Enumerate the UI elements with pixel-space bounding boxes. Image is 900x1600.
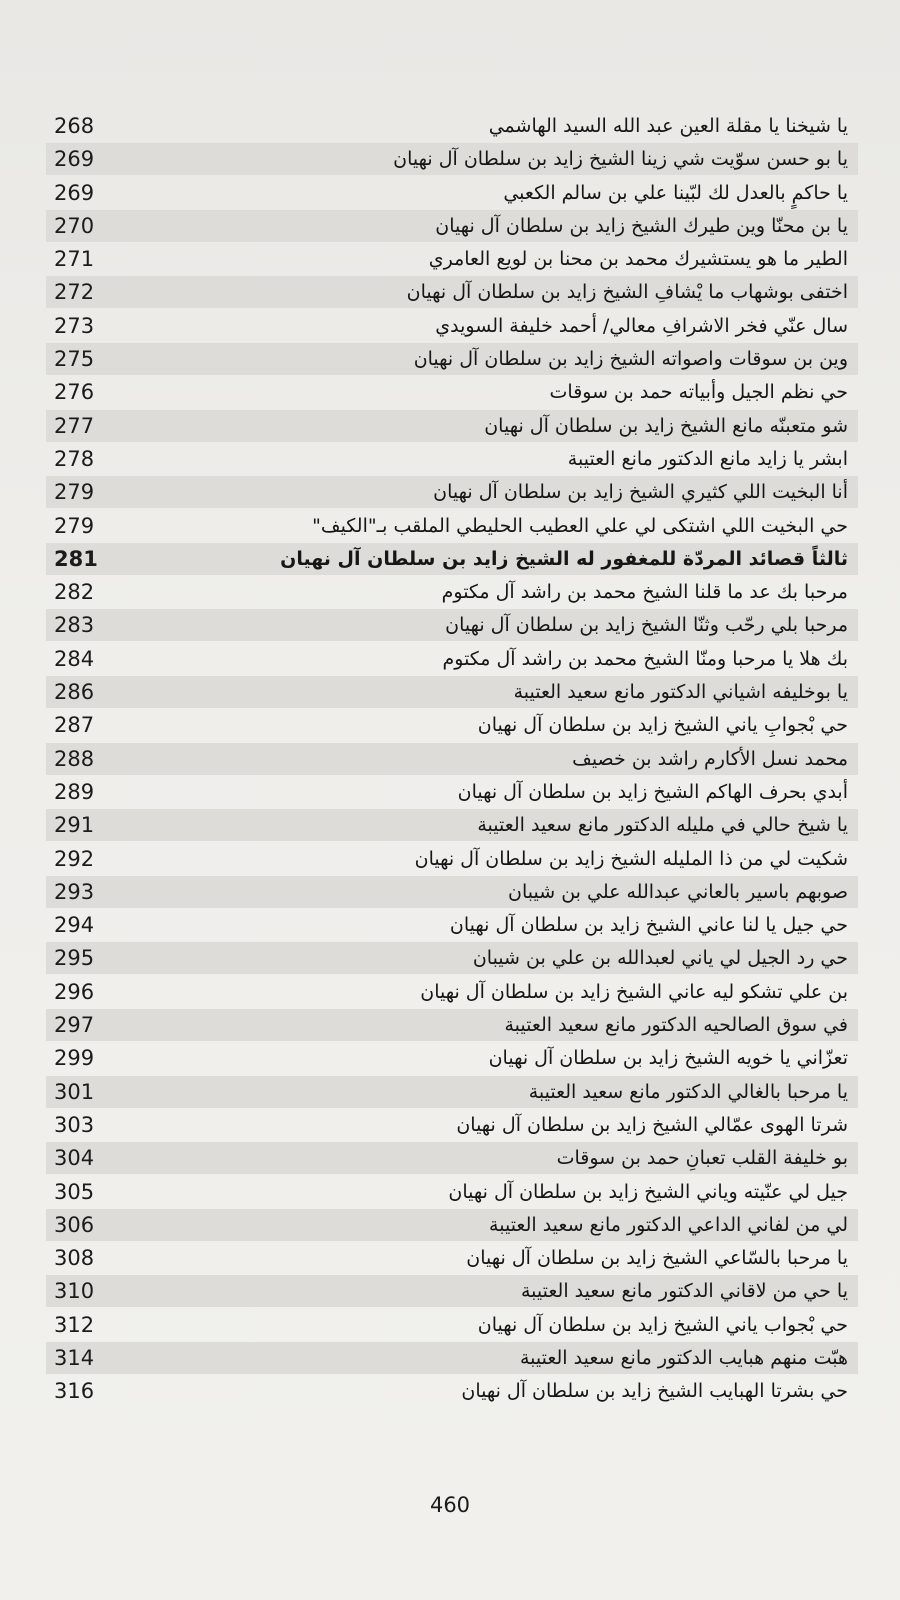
- toc-title: لي من لفاني الداعي الدكتور مانع سعيد العتيبة: [489, 1213, 848, 1236]
- toc-entry: [46, 143, 858, 175]
- toc-title: محمد نسل الأكارم راشد بن خصيف: [572, 747, 848, 770]
- toc-page-number: 291: [54, 813, 95, 838]
- toc-page-number: 304: [54, 1146, 95, 1171]
- toc-page-number: 308: [54, 1246, 95, 1271]
- toc-entry: [46, 576, 858, 608]
- toc-title: هبّت منهم هبايب الدكتور مانع سعيد العتيبة: [519, 1346, 848, 1369]
- toc-page-number: 284: [54, 646, 95, 671]
- toc-page-number: 270: [54, 213, 95, 238]
- toc-page-number: 272: [54, 280, 95, 305]
- toc-entry: [46, 1042, 858, 1074]
- toc-page-number: 286: [54, 680, 95, 705]
- toc-entry: [46, 410, 858, 442]
- toc-page-number: 282: [54, 580, 95, 605]
- toc-title: يا بوخليفه اشياني الدكتور مانع سعيد العتيبة: [513, 681, 848, 704]
- toc-page-number: 275: [54, 347, 95, 372]
- toc-title: يا بو حسن سوّيت شي زينا الشيخ زايد بن سلطان آل نهيان: [393, 148, 848, 171]
- toc-title: أنا البخيت اللي كثيري الشيخ زايد بن سلطان آل نهيان: [433, 481, 848, 504]
- toc-title: يا شيخ حالي في مليله الدكتور مانع سعيد العتيبة: [477, 814, 848, 837]
- page-number: 460: [429, 1493, 471, 1517]
- toc-title: أبدي بحرف الهاكم الشيخ زايد بن سلطان آل نهيان: [457, 780, 848, 803]
- toc-page-number: 301: [54, 1079, 95, 1104]
- toc-title: حي رد الجيل لي ياني لعبدالله بن علي بن شيبان: [472, 947, 848, 970]
- toc-page-number: 312: [54, 1312, 95, 1337]
- toc-title: مرحبا بك عد ما قلنا الشيخ محمد بن راشد آل مكتوم: [441, 581, 848, 604]
- toc-page-number: 293: [54, 879, 95, 904]
- toc-title: جيل لي عنّيته وياني الشيخ زايد بن سلطان آل نهيان: [448, 1180, 848, 1203]
- toc-entry: [46, 1142, 858, 1174]
- toc-entry: [46, 1342, 858, 1374]
- toc-title: ابشر يا زايد مانع الدكتور مانع العتيبة: [567, 447, 848, 470]
- toc-entry: [46, 1009, 858, 1041]
- toc-entry: [46, 276, 858, 308]
- toc-title: سال عنّي فخر الاشرافِ معالي/ أحمد خليفة السويدي: [435, 314, 848, 337]
- toc-page-number: 269: [54, 147, 95, 172]
- toc-entry: [46, 1242, 858, 1274]
- toc-page-number: 287: [54, 713, 95, 738]
- toc-entry: [46, 376, 858, 408]
- toc-title: وين بن سوقات واصواته الشيخ زايد بن سلطان آل نهيان: [413, 348, 848, 371]
- toc-page-number: 294: [54, 913, 95, 938]
- toc-entry: [46, 1275, 858, 1307]
- toc-page-number: 277: [54, 413, 95, 438]
- toc-page-number: 279: [54, 480, 95, 505]
- toc-title: حي جيل يا لنا عاني الشيخ زايد بن سلطان آل نهيان: [449, 914, 848, 937]
- toc-title: يا مرحبا بالسّاعي الشيخ زايد بن سلطان آل نهيان: [466, 1247, 848, 1270]
- toc-title: شرتا الهوى عمّالي الشيخ زايد بن سلطان آل نهيان: [456, 1113, 848, 1136]
- toc-page-number: 299: [54, 1046, 95, 1071]
- toc-entry: [46, 1176, 858, 1208]
- toc-title: حي نظم الجيل وأبياته حمد بن سوقات: [549, 381, 848, 404]
- toc-page-number: 289: [54, 779, 95, 804]
- toc-entry: [46, 310, 858, 342]
- table-of-contents: [46, 110, 858, 1409]
- toc-title: الطير ما هو يستشيرك محمد بن محنا بن لويع العامري: [428, 248, 848, 271]
- toc-title: مرحبا بلي رحّب وثنّا الشيخ زايد بن سلطان آل نهيان: [445, 614, 848, 637]
- toc-title: تعزّاني يا خويه الشيخ زايد بن سلطان آل نهيان: [488, 1047, 848, 1070]
- toc-page-number: 314: [54, 1345, 95, 1370]
- toc-title: صوبهم باسير بالعاني عبدالله علي بن شيبان: [508, 880, 848, 903]
- toc-page-number: 281: [54, 546, 98, 571]
- toc-page-number: 295: [54, 946, 95, 971]
- toc-title: بن علي تشكو ليه عاني الشيخ زايد بن سلطان آل نهيان: [420, 980, 848, 1003]
- toc-entry: [46, 243, 858, 275]
- toc-entry: [46, 1375, 858, 1407]
- toc-entry: [46, 443, 858, 475]
- toc-title: حي بشرتا الهبايب الشيخ زايد بن سلطان آل نهيان: [461, 1380, 848, 1403]
- toc-page-number: 303: [54, 1112, 95, 1137]
- toc-title: شو متعبنّه مانع الشيخ زايد بن سلطان آل نهيان: [484, 414, 848, 437]
- toc-page-number: 283: [54, 613, 95, 638]
- toc-title: يا حي من لاقاني الدكتور مانع سعيد العتيبة: [521, 1280, 848, 1303]
- toc-entry: [46, 110, 858, 142]
- toc-entry: [46, 210, 858, 242]
- toc-entry: [46, 643, 858, 675]
- toc-title: يا شيخنا يا مقلة العين عبد الله السيد الهاشمي: [488, 115, 848, 137]
- toc-entry: [46, 843, 858, 875]
- toc-page-number: 271: [54, 247, 95, 272]
- toc-entry: [46, 343, 858, 375]
- toc-entry: [46, 476, 858, 508]
- toc-page-number: 278: [54, 446, 95, 471]
- toc-entry: [46, 609, 858, 641]
- toc-page-number: 276: [54, 380, 95, 405]
- toc-title: يا بن محنّا وين طيرك الشيخ زايد بن سلطان آل نهيان: [435, 214, 848, 237]
- toc-title: حي بْجواب ياني الشيخ زايد بن سلطان آل نهيان: [477, 1313, 848, 1336]
- toc-page-number: 288: [54, 746, 95, 771]
- toc-entry: [46, 510, 858, 542]
- toc-entry: [46, 1309, 858, 1341]
- toc-title: بك هلا يا مرحبا ومنّا الشيخ محمد بن راشد آل مكتوم: [442, 647, 848, 670]
- toc-title: في سوق الصالحيه الدكتور مانع سعيد العتيبة: [504, 1014, 848, 1037]
- toc-entry: [46, 709, 858, 741]
- toc-page-number: 292: [54, 846, 95, 871]
- toc-entry: [46, 177, 858, 209]
- toc-page-number: 306: [54, 1212, 95, 1237]
- toc-entry: [46, 1076, 858, 1108]
- toc-title: حي بْجوابِ ياني الشيخ زايد بن سلطان آل نهيان: [477, 714, 848, 737]
- toc-title: يا حاكمٍ بالعدل لك لبّينا علي بن سالم الكعبي: [503, 181, 848, 204]
- toc-page-number: 316: [54, 1379, 95, 1404]
- toc-title: حي البخيت اللي اشتكى لي علي العطيب الحليطي الملقب بـ"الكيف": [312, 514, 848, 537]
- toc-entry: [46, 776, 858, 808]
- toc-title: بو خليفة القلب تعبانِ حمد بن سوقات: [556, 1147, 848, 1170]
- toc-entry: [46, 809, 858, 841]
- toc-page-number: 296: [54, 979, 95, 1004]
- toc-entry: [46, 942, 858, 974]
- toc-title: يا مرحبا بالغالي الدكتور مانع سعيد العتيبة: [528, 1080, 848, 1103]
- toc-page-number: 305: [54, 1179, 95, 1204]
- toc-entry: [46, 976, 858, 1008]
- toc-entry: [46, 1209, 858, 1241]
- toc-title: شكيت لي من ذا المليله الشيخ زايد بن سلطان آل نهيان: [414, 847, 848, 870]
- toc-title: اختفى بوشهاب ما يْشافِ الشيخ زايد بن سلطان آل نهيان: [406, 281, 848, 304]
- toc-page-number: 297: [54, 1013, 95, 1038]
- toc-page-number: 268: [54, 114, 95, 138]
- toc-entry: [46, 676, 858, 708]
- toc-section-heading: [46, 543, 858, 575]
- toc-page-number: 310: [54, 1279, 95, 1304]
- toc-entry: [46, 1109, 858, 1141]
- toc-title: ثالثاً قصائد المردّة للمغفور له الشيخ زايد بن سلطان آل نهيان: [280, 547, 848, 570]
- toc-entry: [46, 909, 858, 941]
- toc-page-number: 273: [54, 313, 95, 338]
- toc-entry: [46, 743, 858, 775]
- toc-page-number: 279: [54, 513, 95, 538]
- toc-entry: [46, 876, 858, 908]
- toc-page-number: 269: [54, 180, 95, 205]
